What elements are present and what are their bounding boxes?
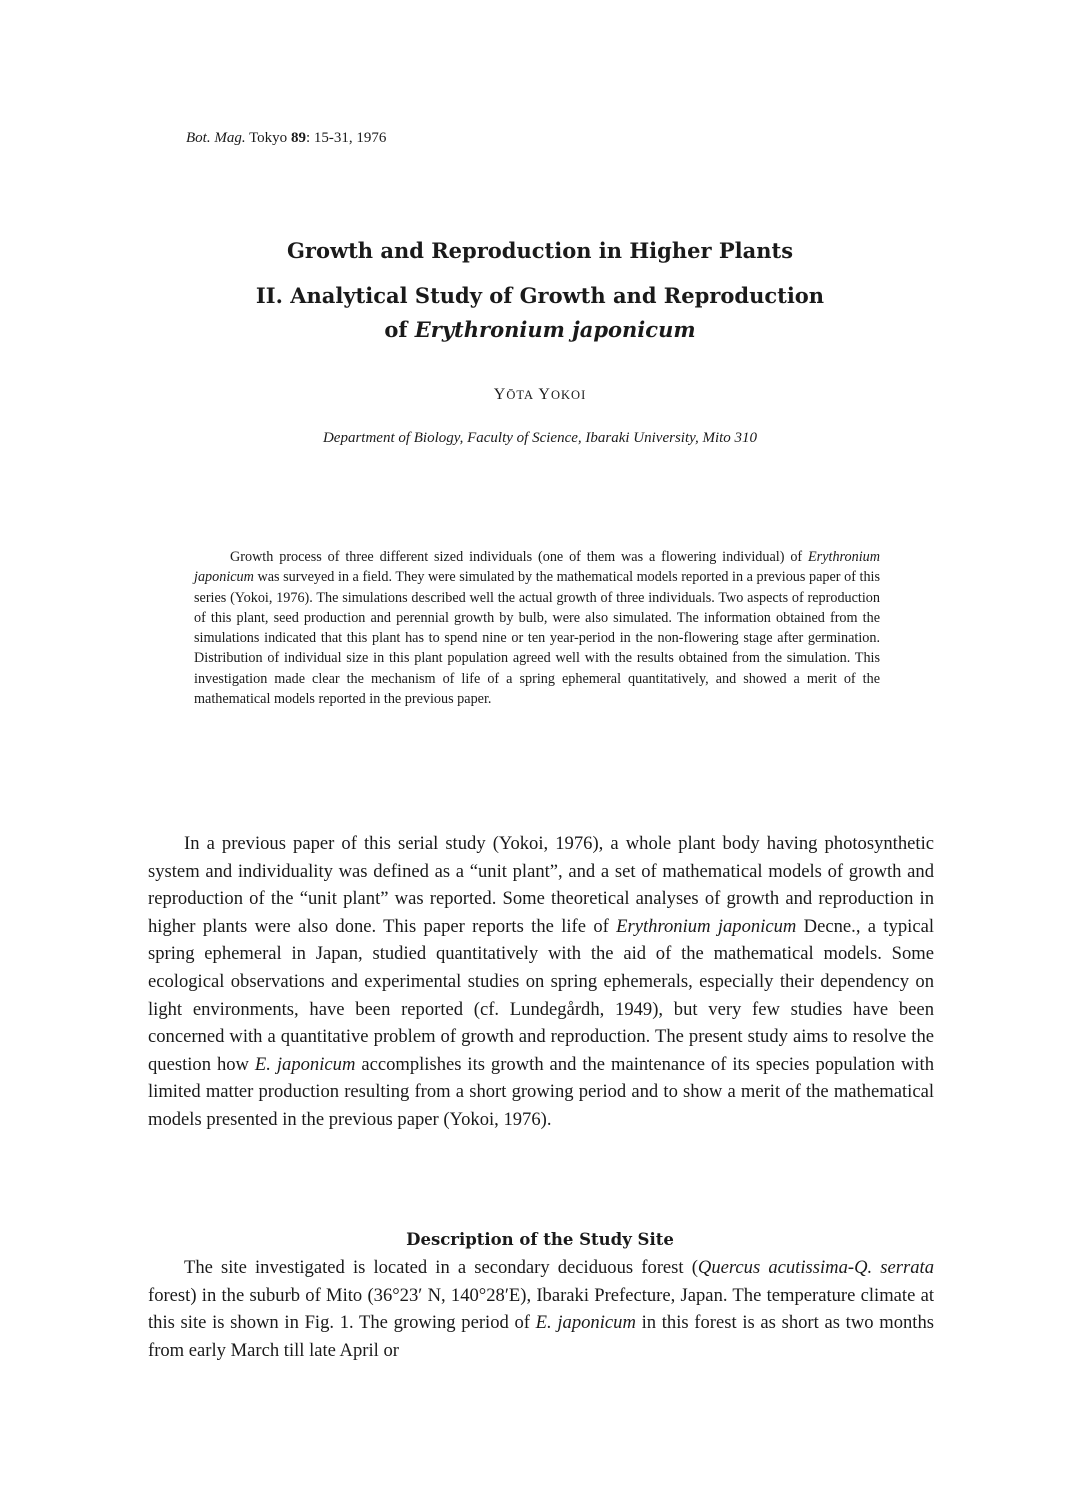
author-first-initial: Y [493, 386, 507, 403]
site-part: The site investigated is located in a secondary deciduous forest ( [184, 1257, 698, 1278]
author-last-rest: OKOI [550, 388, 587, 402]
abstract-part: Growth process of three different sized individuals (one of them was a flowering individual) of [230, 549, 809, 565]
site-part: in this forest is as short as two months from early March till late April or [148, 1312, 934, 1361]
site-species: Quercus acutissima-Q. serrata [697, 1257, 934, 1278]
intro-species: E. japonicum [254, 1053, 356, 1075]
site-species: E. japonicum [535, 1312, 636, 1334]
paper-title-line-3 [150, 314, 930, 346]
author-affiliation: Department of Biology, Faculty of Science, Ibaraki University, Mito 310 [322, 430, 758, 446]
abstract-part: was surveyed in a field. They were simulated by the mathematical models reported in a previous paper of this series (Yokoi, 1976). The simulations described well the actual growth of three individuals. Two aspects of reproduction of this plant, seed production and perennial growth by bulb, were also simulated. The information obtained from the simulations indicated that this plant has to spend nine or ten year-period in the non-flowering stage after germination. Distribution of individual size in this plant population agreed well with the results obtained from the simulation. This investigation made clear the mechanism of life of a spring ephemeral quantitatively, and showed a merit of the mathematical models reported in the previous paper. [194, 569, 880, 708]
introduction-text [148, 830, 934, 1134]
title-species: Erythronium japonicum [414, 317, 696, 342]
intro-part: accomplishes its growth and the maintenance of its species population with limited matter production resulting from a short growing period and to show a merit of the mathematical models presented in the previous paper (Yokoi, 1976). [148, 1053, 934, 1130]
site-part: forest) in the suburb of Mito (36°23′ N, 140°28′E), Ibaraki Prefecture, Japan. The temperature climate at this site is shown in Fig. 1. The growing period of [148, 1284, 934, 1334]
title-prefix: of [384, 317, 408, 342]
journal-pages-year: : 15-31, 1976 [305, 130, 387, 146]
journal-city: Tokyo [249, 130, 288, 146]
author-name [150, 386, 930, 404]
intro-part: Decne., a typical spring ephemeral in Japan, studied quantitatively with the aid of the mathematical models. Some ecological observations and experimental studies on spring ephemerals, especially their dependency on light environments, have been reported (cf. Lundegårdh, 1949), but very few studies have been concerned with a quantitative problem of growth and reproduction. The present study aims to resolve the question how [148, 915, 934, 1075]
abstract-text [194, 547, 880, 709]
author-first-rest: ŌTA [506, 388, 535, 402]
journal-volume: 89 [290, 130, 306, 146]
journal-citation [186, 130, 386, 147]
intro-part: In a previous paper of this serial study (Yokoi, 1976), a whole plant body having photosynthetic system and individuality was defined as a “unit plant”, and a set of mathematical models of growth and reproduction of the “unit plant” was reported. Some theoretical analyses of growth and reproduction in higher plants were also done. This paper reports the life of [148, 833, 934, 937]
journal-name: Bot. Mag. [186, 130, 246, 146]
abstract [194, 547, 880, 709]
study-site-text [148, 1254, 934, 1364]
abstract-species: Erythronium japonicum [194, 549, 880, 586]
section-heading: Description of the Study Site [406, 1229, 674, 1249]
author-last-initial: Y [538, 386, 551, 403]
intro-species: Erythronium japonicum [616, 915, 797, 937]
study-site-paragraph [148, 1254, 934, 1364]
paper-title-line-2: II. Analytical Study of Growth and Reproduction [255, 283, 825, 308]
paper-title-line-1: Growth and Reproduction in Higher Plants [286, 238, 794, 263]
introduction-paragraph [148, 830, 934, 1134]
